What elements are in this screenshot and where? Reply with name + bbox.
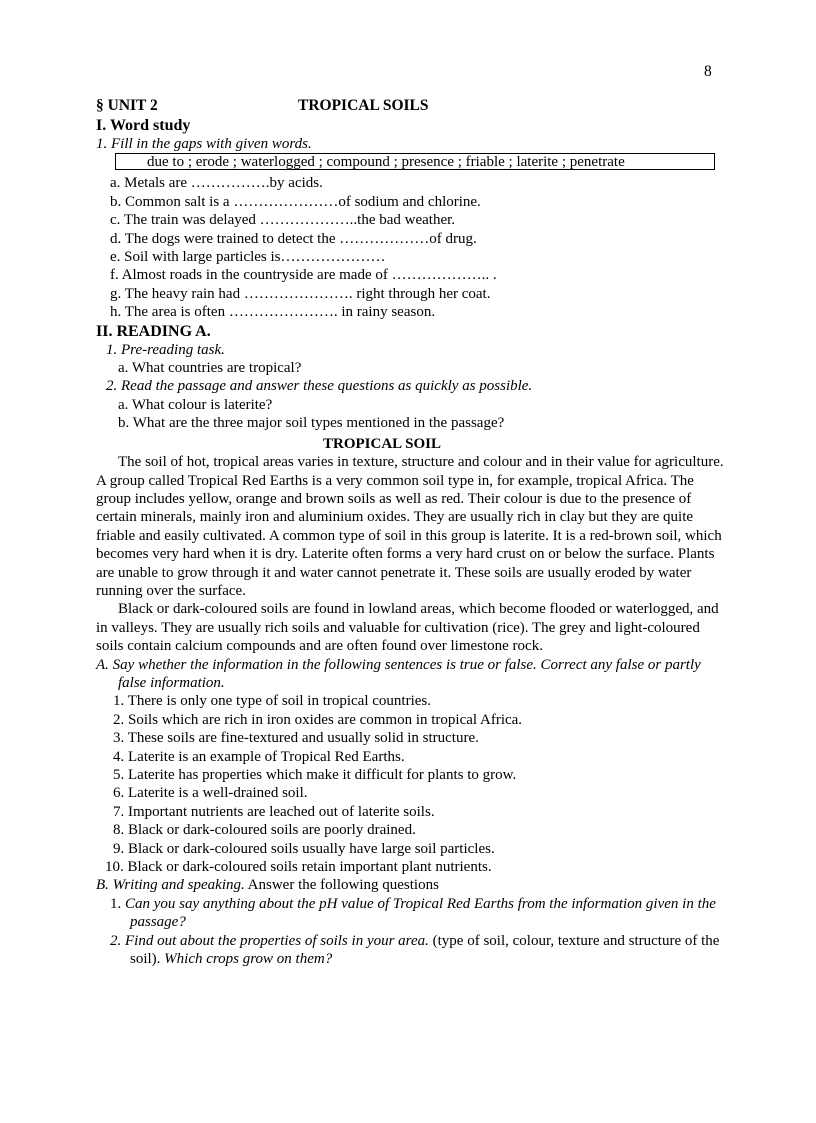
exercise-a-instruction: A. Say whether the information in the following sentences is true or false. Correct any false or partly false information. — [96, 656, 701, 691]
true-false-item: 5. Laterite has properties which make it difficult for plants to grow. — [113, 767, 517, 783]
reading-task-2: 2. Read the passage and answer these questions as quickly as possible. — [106, 378, 533, 395]
gap-sentence: g. The heavy rain had …………………. right through her coat. — [110, 285, 491, 302]
true-false-item: 4. Laterite is an example of Tropical Red Earths. — [113, 748, 405, 765]
unit-label: § UNIT 2 — [96, 97, 158, 114]
true-false-item: 2. Soils which are rich in iron oxides are common in tropical Africa. — [113, 711, 523, 728]
exercise-b-label: B. Writing and speaking. — [96, 877, 245, 894]
gap-sentence: b. Common salt is a …………………of sodium and chlorine. — [110, 193, 481, 210]
question-text: Which crops grow on them? — [164, 951, 333, 968]
question-text: (type of soil, colour, texture and structure of the soil). — [130, 932, 720, 968]
exercise-b-instruction: Answer the following questions — [244, 877, 439, 894]
writing-question — [110, 895, 724, 932]
gap-sentence: c. The train was delayed ………………..the bad weather. — [110, 212, 456, 229]
gap-sentence: d. The dogs were trained to detect the ………………of drug. — [110, 230, 477, 247]
passage-paragraph: The soil of hot, tropical areas varies in texture, structure and colour and in their value for agriculture. A group called Tropical Red Earths is a very common soil type in, for example, tropical Africa. The group includes yellow, orange and brown soils as well as red. Their colour is due to the presence of certain minerals, mainly iron and aluminium oxides. They are usually rich in clay but they are quite friable and easily cultivated. A common type of soil in this group is laterite. It is a red-brown soil, which becomes very hard when it is dry. Laterite often forms a very hard crust on or below the surface. Plants are unable to grow through it and water cannot penetrate it. These soils are usually eroded by water running over the surface. — [96, 454, 724, 599]
true-false-item: 1. There is only one type of soil in tropical countries. — [113, 693, 431, 710]
unit-header — [96, 97, 724, 116]
exercise-b-heading — [96, 876, 724, 894]
passage-paragraph: Black or dark-coloured soils are found in lowland areas, which become flooded or waterlogged, and in valleys. They are usually rich soils and valuable for cultivation (rice). The grey and light-coloured soils contain calcium compounds and are often found over limestone rock. — [96, 601, 719, 655]
true-false-item: 8. Black or dark-coloured soils are poorly drained. — [113, 822, 416, 839]
true-false-item: 3. These soils are fine-textured and usually solid in structure. — [113, 730, 479, 747]
gap-sentence: h. The area is often …………………. in rainy season. — [110, 304, 436, 321]
gap-sentence: a. Metals are …………….by acids. — [110, 175, 323, 192]
true-false-item: 6. Laterite is a well-drained soil. — [113, 785, 308, 802]
word-study-heading: I. Word study — [96, 117, 191, 134]
worksheet-content — [96, 97, 724, 968]
gap-sentence: f. Almost roads in the countryside are made of ……………….. . — [110, 267, 497, 284]
reading-heading: II. READING A. — [96, 322, 211, 340]
question-number: 1. — [110, 895, 125, 912]
unit-title: TROPICAL SOILS — [298, 97, 429, 114]
writing-question — [110, 932, 724, 969]
pre-reading-task: 1. Pre-reading task. — [106, 341, 225, 358]
page-number: 8 — [704, 63, 712, 80]
word-study-instruction: 1. Fill in the gaps with given words. — [96, 136, 312, 152]
word-box: due to ; erode ; waterlogged ; compound ; presence ; friable ; laterite ; penetrate — [115, 153, 715, 170]
passage-title: TROPICAL SOIL — [323, 435, 441, 452]
writing-questions — [110, 895, 724, 969]
question-text: 2. Find out about the properties of soils in your area. — [110, 932, 429, 949]
reading-question: a. What colour is laterite? — [118, 396, 273, 413]
pre-reading-question: a. What countries are tropical? — [118, 360, 302, 377]
true-false-list — [105, 692, 724, 876]
true-false-item: 7. Important nutrients are leached out of laterite soils. — [113, 803, 435, 820]
gap-fill-list — [110, 174, 724, 321]
reading-question: b. What are the three major soil types mentioned in the passage? — [118, 415, 505, 432]
true-false-item: 9. Black or dark-coloured soils usually have large soil particles. — [113, 840, 495, 857]
gap-sentence: e. Soil with large particles is………………… — [110, 249, 386, 266]
true-false-item: 10. Black or dark-coloured soils retain important plant nutrients. — [105, 859, 492, 876]
question-text: Can you say anything about the pH value of Tropical Red Earths from the information given in the passage? — [125, 895, 716, 931]
